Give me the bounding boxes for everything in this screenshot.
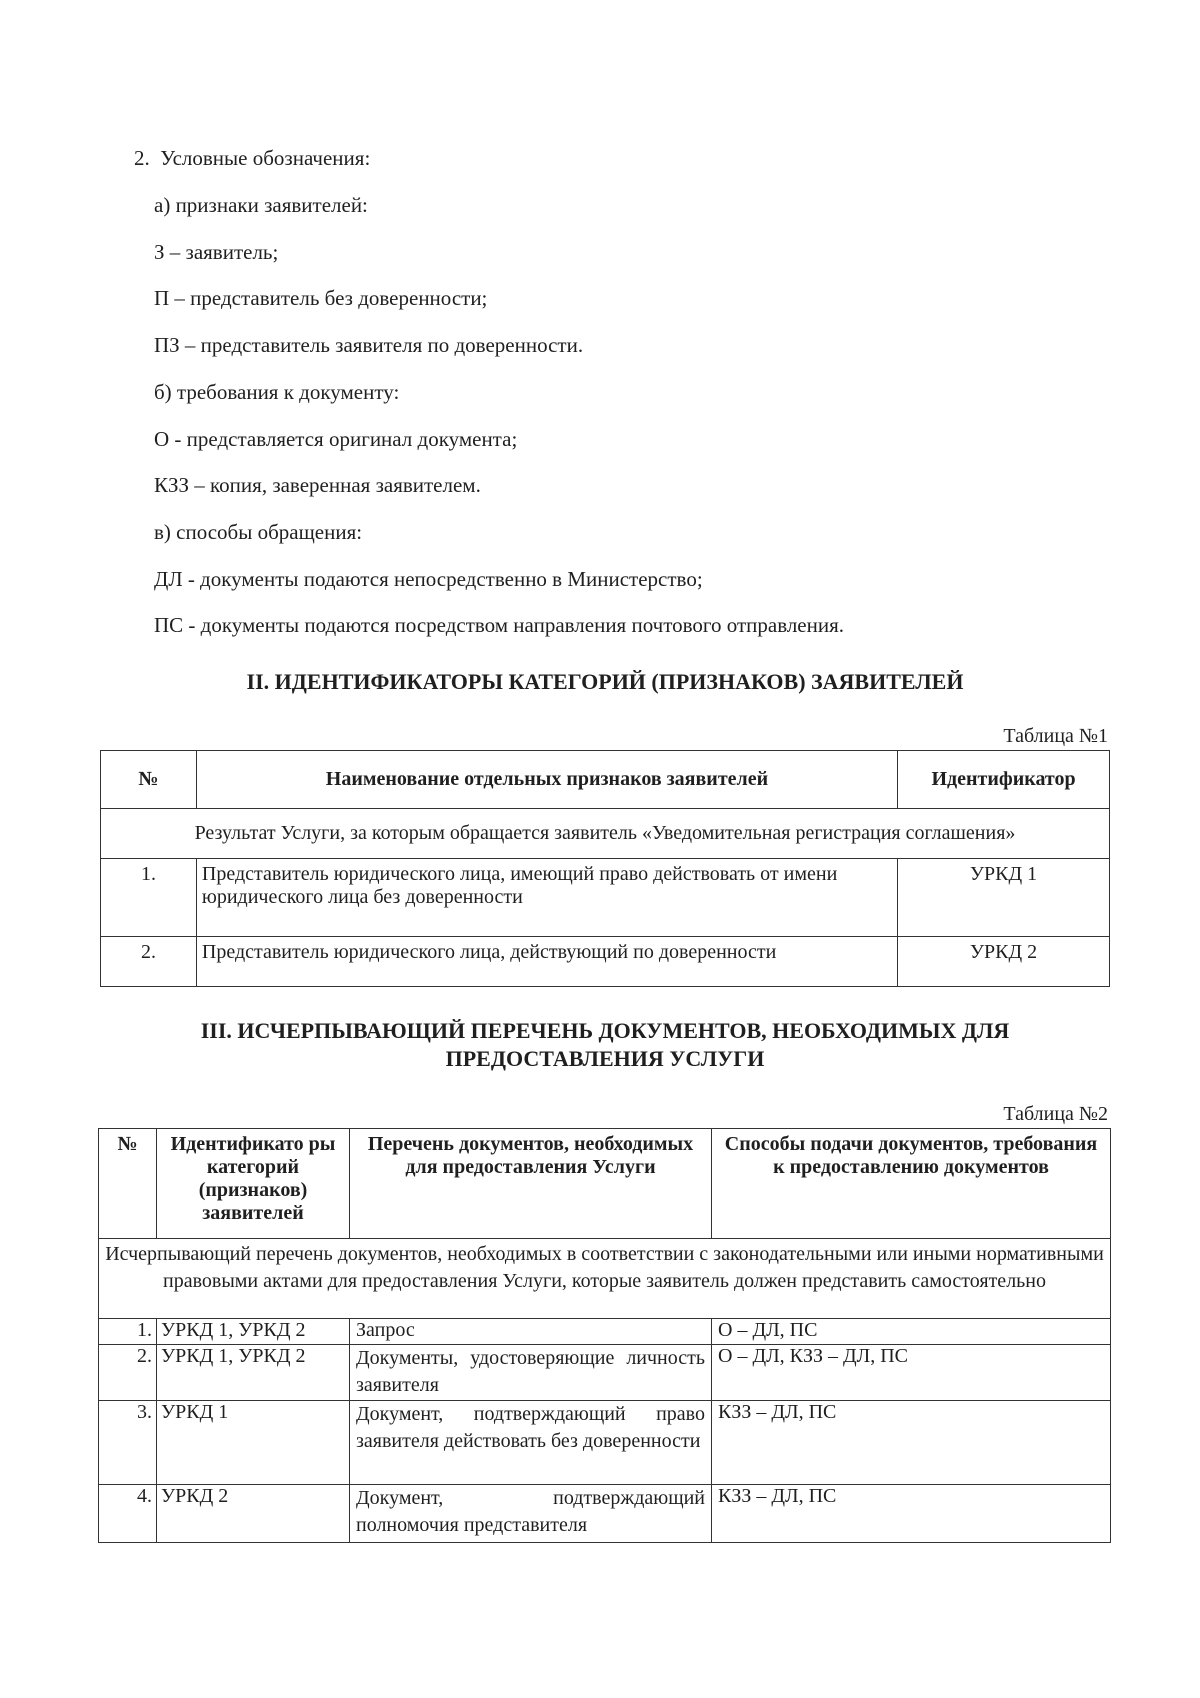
table-row bbox=[101, 859, 1110, 937]
table1-caption: Таблица №1 bbox=[1003, 725, 1108, 747]
table2-row2-doc: Документы, удостоверяющие личность заявителя bbox=[350, 1345, 712, 1401]
table2-group-cell: Исчерпывающий перечень документов, необходимых в соответствии с законодательными или иными нормативными правовыми актами для предоставления Услуги, которые заявитель должен представить самостоятельно bbox=[99, 1239, 1111, 1319]
table-row bbox=[99, 1319, 1111, 1345]
section3-heading-line2: ПРЕДОСТАВЛЕНИЯ УСЛУГИ bbox=[445, 1046, 765, 1071]
table2-row3-doc: Документ, подтверждающий право заявителя действовать без доверенности bbox=[350, 1401, 712, 1485]
section2-heading: II. ИДЕНТИФИКАТОРЫ КАТЕГОРИЙ (ПРИЗНАКОВ) ЗАЯВИТЕЛЕЙ bbox=[246, 669, 964, 694]
table2-row1-num: 1. bbox=[99, 1319, 157, 1345]
table2-row3-method: КЗЗ – ДЛ, ПС bbox=[712, 1401, 1111, 1485]
table1-row2-num: 2. bbox=[101, 937, 197, 987]
table1-header-id: Идентификатор bbox=[898, 751, 1110, 809]
table-row bbox=[99, 1345, 1111, 1401]
table1-row1-name: Представитель юридического лица, имеющий право действовать от имени юридического лица без доверенности bbox=[196, 859, 897, 937]
table2-row2-ids: УРКД 1, УРКД 2 bbox=[157, 1345, 350, 1401]
legend-title: 2. Условные обозначения: bbox=[134, 146, 371, 170]
legend-doc-requirements: б) требования к документу: bbox=[154, 380, 400, 404]
table2-header-ids: Идентификато ры категорий (признаков) заявителей bbox=[157, 1129, 350, 1239]
legend-ps: ПС - документы подаются посредством направления почтового отправления. bbox=[154, 613, 845, 637]
legend-kzz: КЗЗ – копия, заверенная заявителем. bbox=[154, 473, 481, 497]
table2-row1-ids: УРКД 1, УРКД 2 bbox=[157, 1319, 350, 1345]
legend-applicant-features: а) признаки заявителей: bbox=[154, 193, 368, 217]
table2-row1-method: О – ДЛ, ПС bbox=[712, 1319, 1111, 1345]
table1-row2-name: Представитель юридического лица, действующий по доверенности bbox=[196, 937, 897, 987]
table-row bbox=[101, 937, 1110, 987]
table1-header-row bbox=[101, 751, 1110, 809]
table2-row4-num: 4. bbox=[99, 1485, 157, 1543]
table1-row1-id: УРКД 1 bbox=[898, 859, 1110, 937]
table1-group-cell: Результат Услуги, за которым обращается заявитель «Уведомительная регистрация соглашения» bbox=[101, 809, 1110, 859]
table2-row4-doc: Документ, подтверждающий полномочия представителя bbox=[350, 1485, 712, 1543]
legend-z: З – заявитель; bbox=[154, 240, 279, 264]
table-row bbox=[99, 1485, 1111, 1543]
table2-row2-method: О – ДЛ, КЗЗ – ДЛ, ПС bbox=[712, 1345, 1111, 1401]
table2-header-docs: Перечень документов, необходимых для предоставления Услуги bbox=[350, 1129, 712, 1239]
table2-row4-method: КЗЗ – ДЛ, ПС bbox=[712, 1485, 1111, 1543]
table1-header-num: № bbox=[101, 751, 197, 809]
legend-p: П – представитель без доверенности; bbox=[154, 286, 488, 310]
table2-header-num: № bbox=[99, 1129, 157, 1239]
legend-dl: ДЛ - документы подаются непосредственно в Министерство; bbox=[154, 567, 703, 591]
legend-o: О - представляется оригинал документа; bbox=[154, 427, 518, 451]
table2-row3-ids: УРКД 1 bbox=[157, 1401, 350, 1485]
table2-header-methods: Способы подачи документов, требования к предоставлению документов bbox=[712, 1129, 1111, 1239]
table1-header-name: Наименование отдельных признаков заявителей bbox=[196, 751, 897, 809]
table2-row2-num: 2. bbox=[99, 1345, 157, 1401]
legend-methods-title: в) способы обращения: bbox=[154, 520, 363, 544]
table2-row3-num: 3. bbox=[99, 1401, 157, 1485]
table2-caption: Таблица №2 bbox=[1003, 1103, 1108, 1125]
table1 bbox=[100, 750, 1110, 987]
table2-header-row bbox=[99, 1129, 1111, 1239]
table2 bbox=[98, 1128, 1111, 1543]
table-row bbox=[99, 1401, 1111, 1485]
table1-row1-num: 1. bbox=[101, 859, 197, 937]
table1-row2-id: УРКД 2 bbox=[898, 937, 1110, 987]
table2-row1-doc: Запрос bbox=[350, 1319, 712, 1345]
table2-group-row bbox=[99, 1239, 1111, 1319]
legend-pz: ПЗ – представитель заявителя по доверенности. bbox=[154, 333, 584, 357]
table1-group-row bbox=[101, 809, 1110, 859]
table2-row4-ids: УРКД 2 bbox=[157, 1485, 350, 1543]
section3-heading-line1: III. ИСЧЕРПЫВАЮЩИЙ ПЕРЕЧЕНЬ ДОКУМЕНТОВ, НЕОБХОДИМЫХ ДЛЯ bbox=[200, 1018, 1010, 1043]
